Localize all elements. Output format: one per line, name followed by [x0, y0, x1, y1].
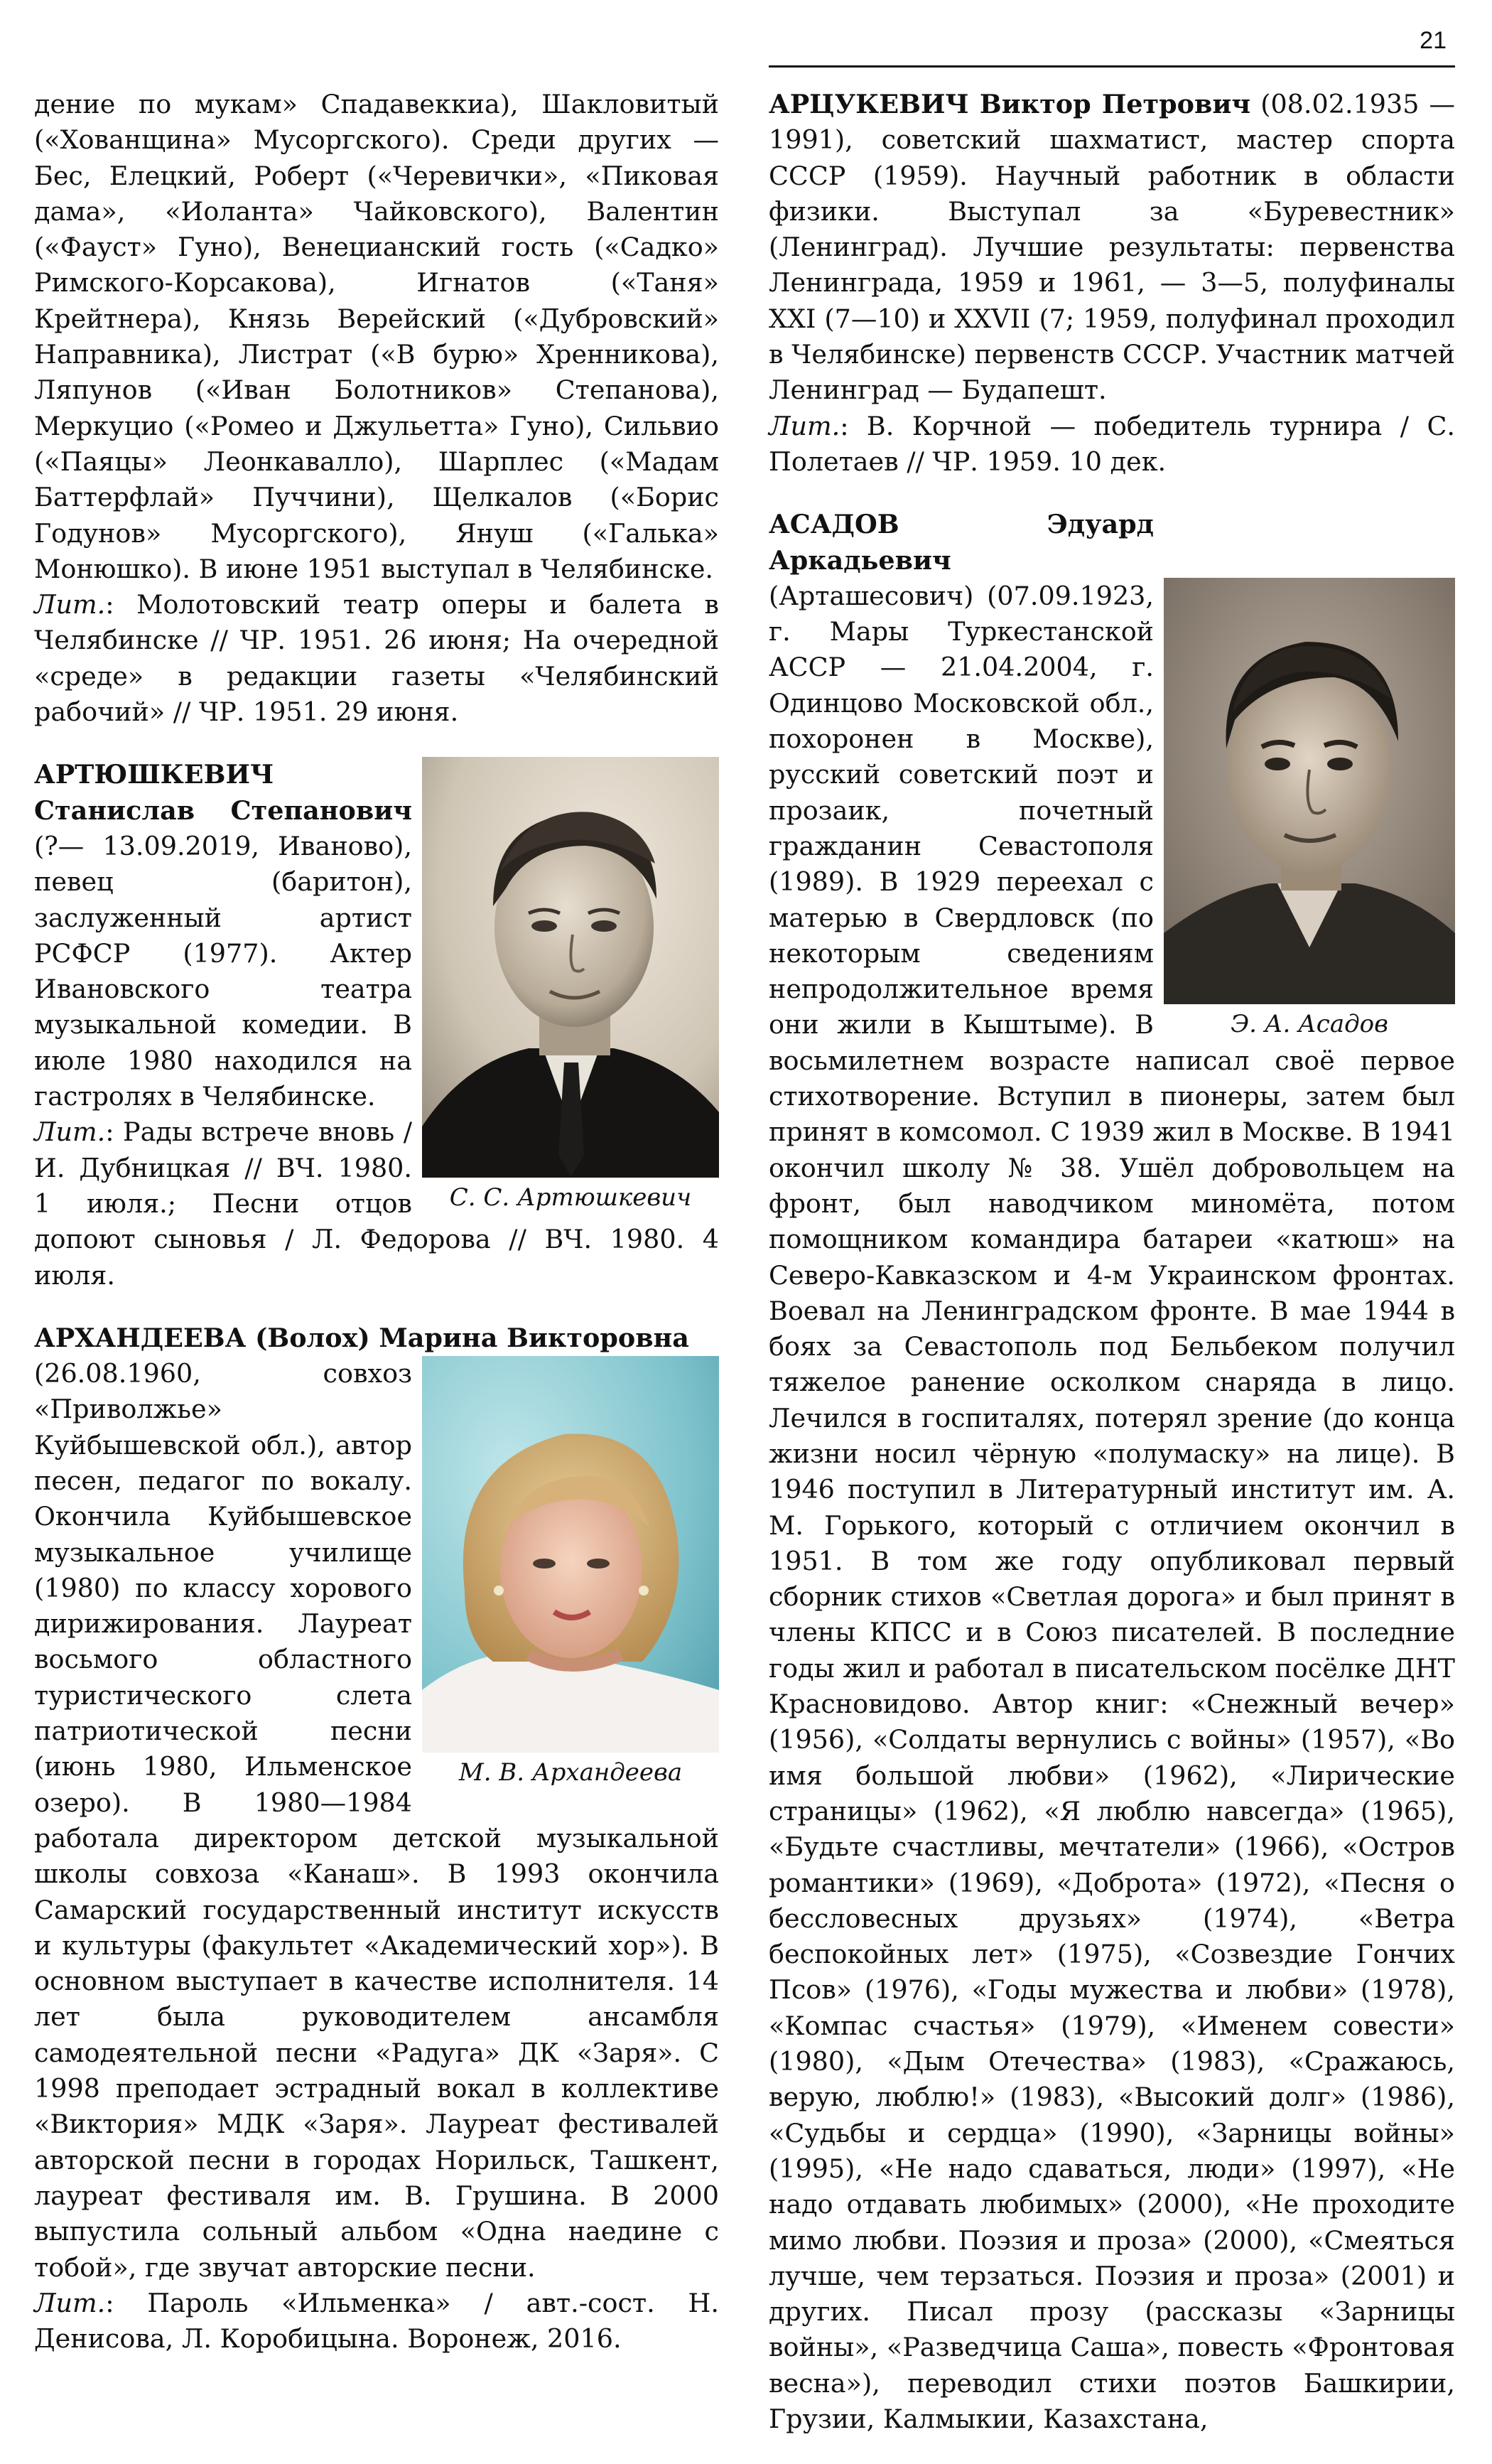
entry-text: [769, 87, 1455, 409]
entry-text: [34, 87, 719, 587]
literature-text: : Пароль «Ильменка» / авт.-сост. Н. Денисова, Л. Коробицына. Воронеж, 2016.: [34, 2287, 719, 2355]
entry-headword: АРХАНДЕЕВА (Волох) Марина Викторовна: [34, 1322, 689, 1353]
entry-arkhandeeva: [34, 1320, 719, 2357]
entry-artsukevich: [769, 87, 1455, 480]
entry-headword: АСАДОВ Эдуард Аркадьевич: [769, 509, 1154, 576]
entry-headword: АРТЮШКЕВИЧ Станислав Степанович: [34, 759, 412, 826]
literature-text: : Молотовский театр оперы и балета в Челябинске // ЧР. 1951. 26 июня; На очередной «среде» в редакции газеты «Челябинский рабочий» // ЧР. 1951. 29 июня.: [34, 589, 719, 728]
figure-artyushkevich: [422, 757, 719, 1215]
literature-line: [34, 2286, 719, 2357]
portrait-photo-arkhandeeva: [422, 1356, 719, 1753]
entry-body: (08.02.1935 — 1991), советский шахматист, мастер спорта СССР (1959). Научный работник в области физики. Выступал за «Буревестник» (Ленинград). Лучшие результаты: первенства Ленинграда, 1959 и 1961, — 3—5, полуфиналы XXI (7—10) и XXVII (7; 1959, полуфинал проходил в Челябинске) первенств СССР. Участник матчей Ленинград — Будапешт.: [769, 89, 1455, 406]
entry-body: (26.08.1960, совхоз «Приволжье» Куйбышевской обл.), автор песен, педагог по вокалу. Окончила Куйбышевское музыкальное училище (1980) по классу хорового дирижирования. Лауреат восьмого областного туристического слета патриотической песни (июнь 1980, Ильменское озеро). В 1980—1984 работала директором детской музыкальной школы совхоза «Канаш». В 1993 окончила Самарский государственный институт искусств и культуры (факультет «Академический хор»). В основном выступает в качестве исполнителя. 14 лет была руководителем ансамбля самодеятельной песни «Радуга» ДК «Заря». С 1998 преподает эстрадный вокал в коллективе «Виктория» МДК «Заря». Лауреат фестивалей авторской песни в городах Норильск, Ташкент, лауреат фестиваля им. В. Грушина. В 2000 выпустила сольный альбом «Одна наедине с тобой», где звучат авторские песни.: [34, 1358, 719, 2283]
literature-text: : Рады встрече вновь / И. Дубницкая // ВЧ. 1980. 1 июля.; Песни отцов допоют сыновья / Л. Федорова // ВЧ. 1980. 4 июля.: [34, 1117, 719, 1291]
header-rule: [769, 65, 1455, 68]
figure-arkhandeeva: [422, 1356, 719, 1790]
entry-text: [34, 1320, 719, 1356]
literature-label: Лит.: [34, 2287, 106, 2318]
photo-caption: С. С. Артюшкевич: [449, 1183, 692, 1212]
photo-caption: М. В. Архандеева: [458, 1758, 683, 1787]
figure-asadov: [1164, 578, 1455, 1041]
page-number: 21: [1420, 27, 1447, 54]
entry-asadov: [769, 507, 1455, 2437]
portrait-photo-asadov: [1164, 578, 1455, 1004]
entry-body: (?— 13.09.2019, Иваново), певец (баритон), заслуженный артист РСФСР (1977). Актер Ивановского театра музыкальной комедии. В июле 1980 находился на гастролях в Челябинске.: [34, 830, 412, 1112]
entry-headword: АРЦУКЕВИЧ Виктор Петрович: [769, 89, 1251, 119]
entry-continuation: [34, 87, 719, 730]
entry-body: (Арташесович) (07.09.1923, г. Мары Туркестанской АССР — 21.04.2004, г. Одинцово Московской обл., похоронен в Москве), русский советский поэт и прозаик, почетный гражданин Севастополя (1989). В 1929 переехал с матерью в Свердловск (по некоторым сведениям непродолжительное время они жили в Кыштыме). В восьмилетнем возрасте написал своё первое стихотворение. Вступил в пионеры, затем был принят в комсомол. С 1939 жил в Москве. В 1941 окончил школу № 38. Ушёл добровольцем на фронт, был наводчиком миномёта, потом помощником командира батареи «катюш» на Северо-Кавказском и 4-м Украинском фронтах. Воевал на Ленинградском фронте. В мае 1944 в боях за Севастополь под Бельбеком получил тяжелое ранение осколком снаряда в лицо. Лечился в госпиталях, потерял зрение (до конца жизни носил чёрную «полумаску» на лице). В 1946 поступил в Литературный институт им. А. М. Горького, который с отличием окончил в 1951. В том же году опубликовал первый сборник стихов «Светлая дорога» и был принят в члены КПСС и в Союз писателей. В последние годы жил и работал в писательском посёлке ДНТ Красновидово. Автор книг: «Снежный вечер» (1956), «Солдаты вернулись с войны» (1957), «Во имя большой любви» (1962), «Лирические страницы» (1962), «Я люблю навсегда» (1965), «Будьте счастливы, мечтатели» (1966), «Остров романтики» (1969), «Доброта» (1972), «Песня о бессловесных друзьях» (1974), «Ветра беспокойных лет» (1975), «Созвездие Гончих Псов» (1976), «Годы мужества и любви» (1978), «Компас счастья» (1979), «Именем совести» (1980), «Дым Отечества» (1983), «Сражаюсь, верую, люблю!» (1983), «Высокий долг» (1986), «Судьбы и сердца» (1990), «Зарницы войны» (1995), «Не надо сдаваться, люди» (1997), «Не надо отдавать любимых» (2000), «Не проходите мимо любви. Поэзия и проза» (2000), «Смеяться лучше, чем терзаться. Поэзия и проза» (2001) и других. Писал прозу (рассказы «Зарницы войны», «Разведчица Саша», повесть «Фронтовая весна»), переводил стихи поэтов Башкирии, Грузии, Калмыкии, Казахстана,: [769, 580, 1455, 2434]
literature-label: Лит.: [34, 589, 106, 620]
right-column: [769, 87, 1455, 2464]
literature-text: : В. Корчной — победитель турнира / С. Полетаев // ЧР. 1959. 10 дек.: [769, 410, 1455, 477]
left-column: [34, 87, 719, 2384]
entry-body: дение по мукам» Спадавеккиа), Шакловитый («Хованщина» Мусоргского). Среди других — Бес, Елецкий, Роберт («Черевички», «Пиковая дама», «Иоланта» Чайковского), Валентин («Фауст» Гуно), Венецианский гость («Садко» Римского-Корсакова), Игнатов («Таня» Крейтнера), Князь Верейский («Дубровский» Направника), Листрат («В бурю» Хренникова), Ляпунов («Иван Болотников» Степанова), Меркуцио («Ромео и Джульетта» Гуно), Сильвио («Паяцы» Леонкавалло), Шарплес («Мадам Баттерфлай» Пуччини), Щелкалов («Борис Годунов» Мусоргского), Януш («Галька» Монюшко). В июне 1951 выступал в Челябинске.: [34, 89, 719, 584]
entry-artyushkevich: [34, 757, 719, 1293]
literature-label: Лит.: [769, 410, 840, 441]
literature-label: Лит.: [34, 1117, 106, 1148]
portrait-photo-artyushkevich: [422, 757, 719, 1178]
literature-line: [34, 587, 719, 730]
photo-caption: Э. А. Асадов: [1231, 1010, 1388, 1039]
literature-line: [769, 409, 1455, 480]
